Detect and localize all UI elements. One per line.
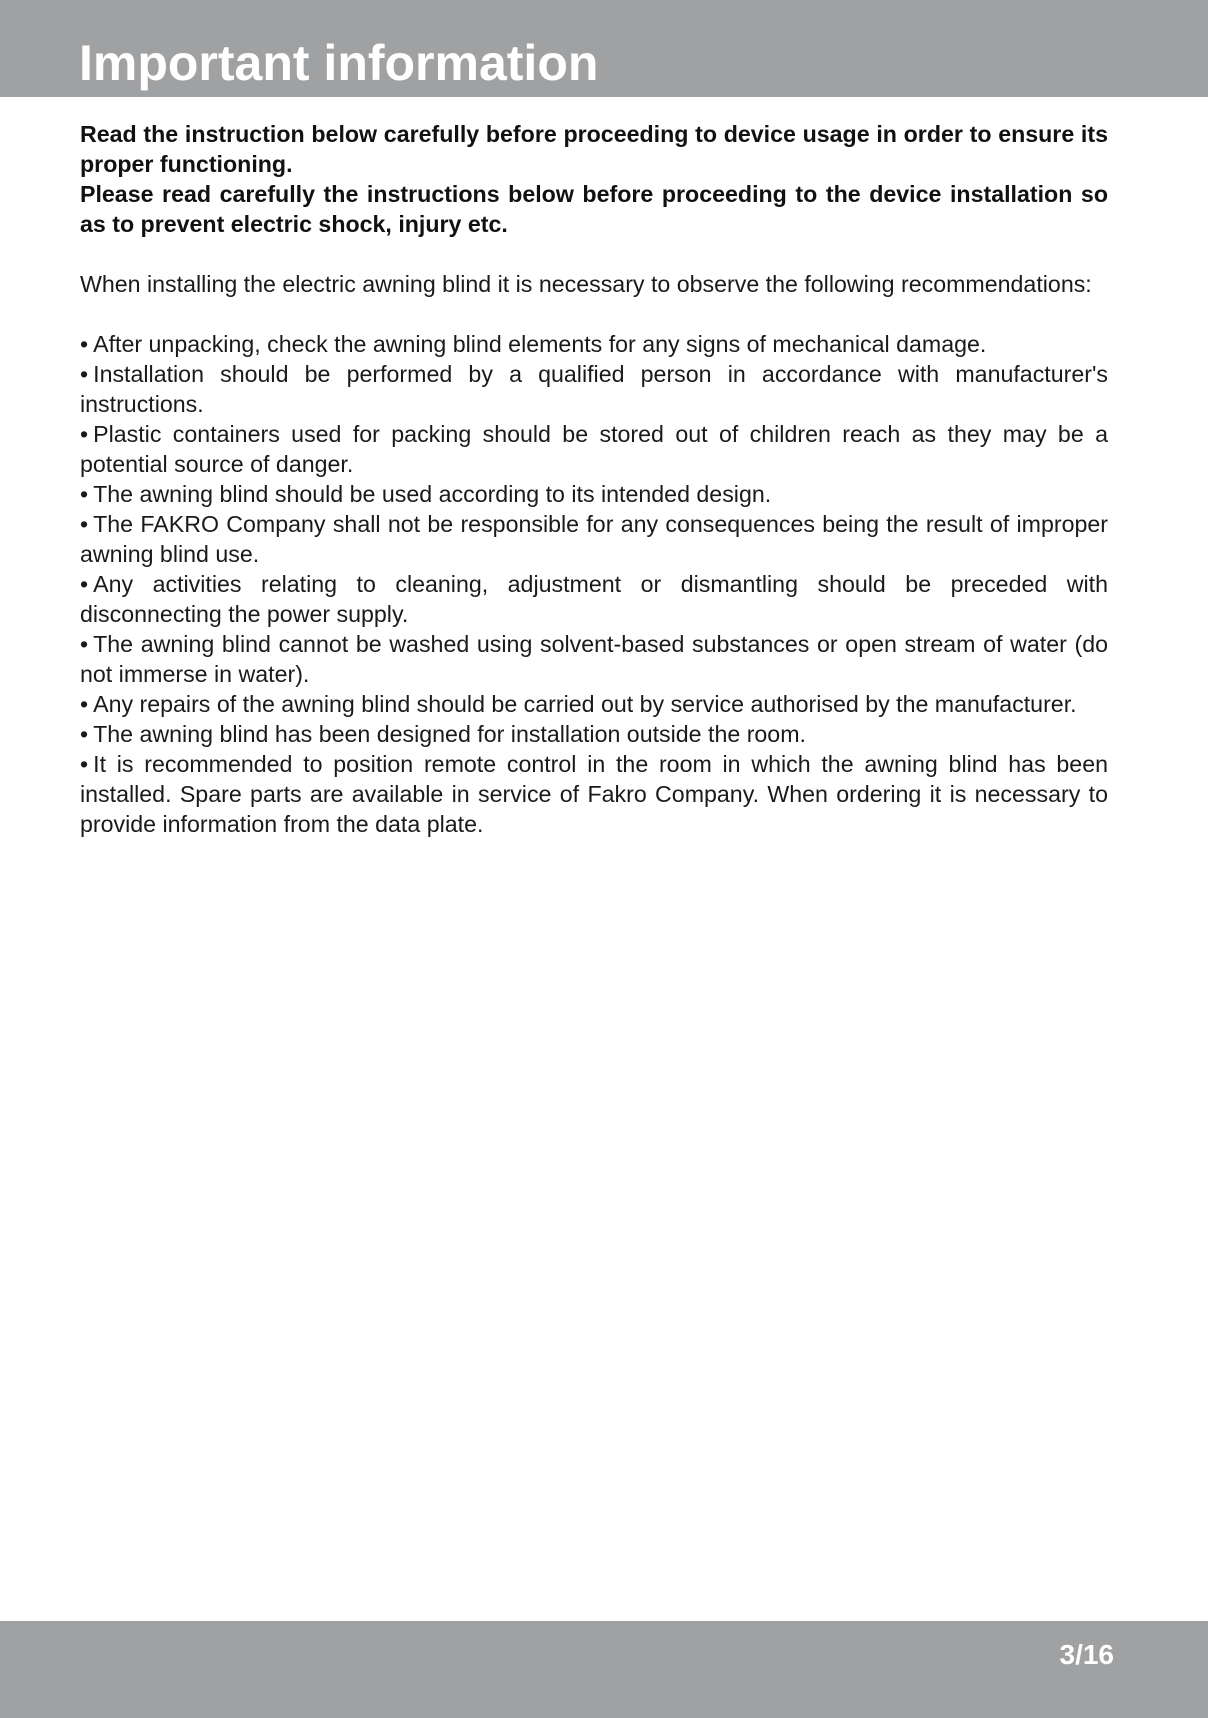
list-item-text: The awning blind has been designed for installation outside the room.	[93, 721, 806, 747]
intro-warning-installation: Please read carefully the instructions below before proceeding to the device installation so as to prevent electric shock, injury etc.	[80, 181, 1108, 237]
bullet-icon: •	[80, 691, 89, 717]
list-item-text: The FAKRO Company shall not be responsible for any consequences being the result of improper awning blind use.	[80, 511, 1108, 567]
bullet-icon: •	[80, 421, 89, 447]
page-number: 3/16	[1059, 1639, 1114, 1670]
spacer	[80, 239, 1108, 269]
bullet-icon: •	[80, 571, 89, 597]
bullet-icon: •	[80, 721, 89, 747]
bullet-icon: •	[80, 361, 89, 387]
list-item-text: Any repairs of the awning blind should be carried out by service authorised by the manufacturer.	[93, 691, 1077, 717]
list-item	[80, 749, 1108, 839]
list-item-text: Installation should be performed by a qualified person in accordance with manufacturer's instructions.	[80, 361, 1108, 417]
bullet-icon: •	[80, 331, 89, 357]
bullet-icon: •	[80, 511, 89, 537]
list-item-text: The awning blind cannot be washed using solvent-based substances or open stream of water (do not immerse in water).	[80, 631, 1108, 687]
spacer	[80, 299, 1108, 329]
list-item	[80, 329, 1108, 359]
header-bar	[0, 0, 1208, 97]
list-item	[80, 359, 1108, 419]
footer-bar	[0, 1621, 1208, 1718]
list-item	[80, 689, 1108, 719]
list-item-text: Any activities relating to cleaning, adjustment or dismantling should be preceded with disconnecting the power supply.	[80, 571, 1108, 627]
list-item	[80, 569, 1108, 629]
intro-warning-usage: Read the instruction below carefully before proceeding to device usage in order to ensure its proper functioning.	[80, 121, 1108, 177]
list-item-text: After unpacking, check the awning blind elements for any signs of mechanical damage.	[93, 331, 987, 357]
recommendations-intro: When installing the electric awning blind it is necessary to observe the following recommendations:	[80, 271, 1092, 297]
list-item-text: The awning blind should be used according to its intended design.	[93, 481, 772, 507]
page-title: Important information	[79, 35, 599, 91]
list-item	[80, 629, 1108, 689]
bullet-icon: •	[80, 481, 89, 507]
list-item-text: Plastic containers used for packing should be stored out of children reach as they may be a potential source of danger.	[80, 421, 1108, 477]
list-item-text: It is recommended to position remote control in the room in which the awning blind has been installed. Spare parts are available in service of Fakro Company. When ordering it is necessary to provide information from the data plate.	[80, 751, 1108, 837]
list-item	[80, 419, 1108, 479]
list-item	[80, 479, 1108, 509]
list-item	[80, 719, 1108, 749]
bullet-icon: •	[80, 631, 89, 657]
recommendations-list	[80, 329, 1108, 839]
bullet-icon: •	[80, 751, 89, 777]
list-item	[80, 509, 1108, 569]
document-body	[80, 119, 1108, 839]
